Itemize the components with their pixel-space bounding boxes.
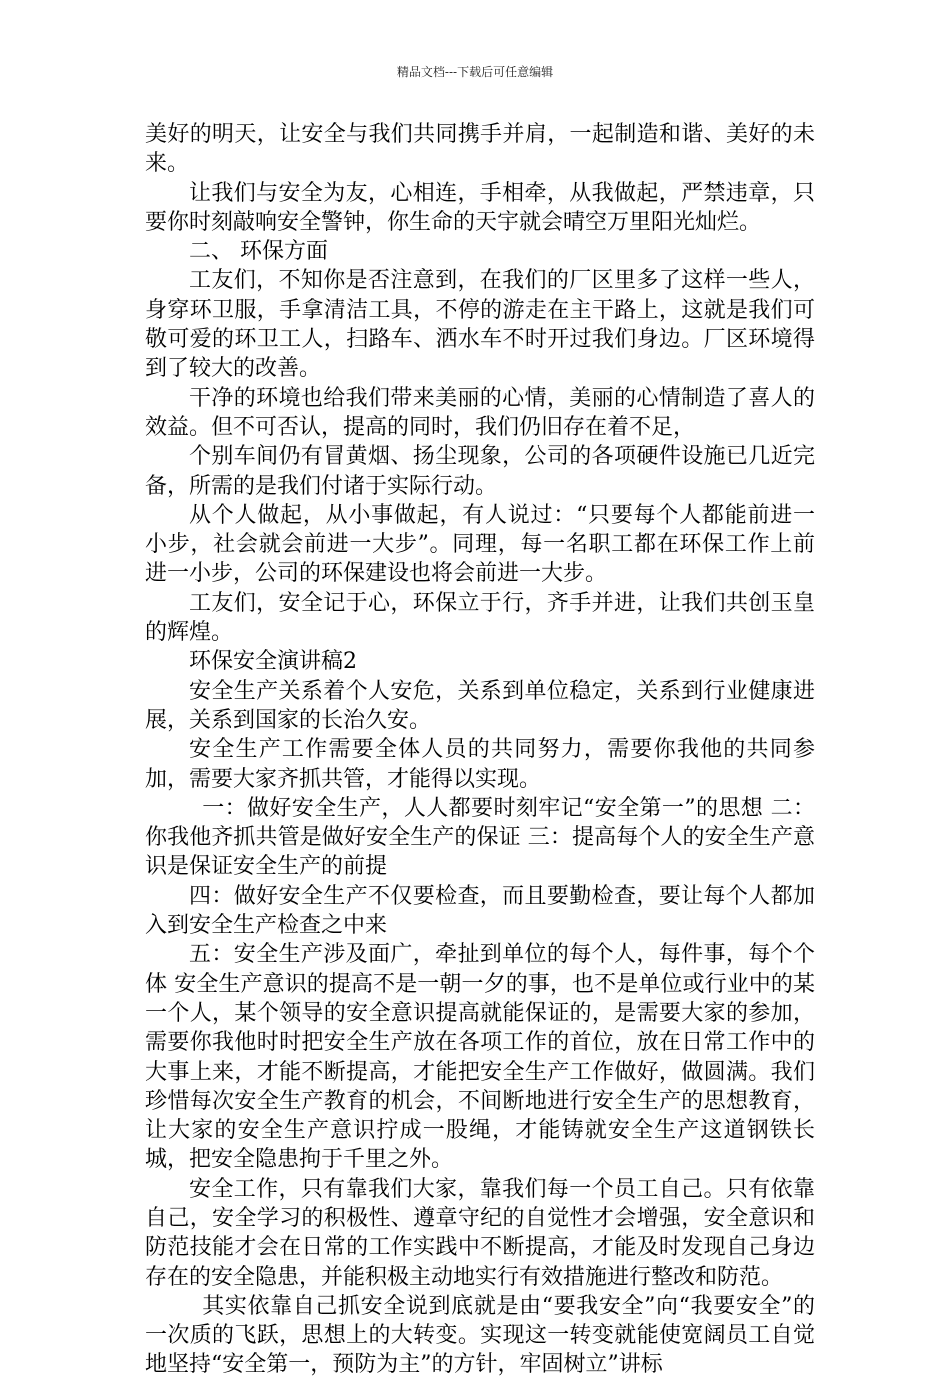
- paragraph: 其实依靠自己抓安全说到底就是由“要我安全”向“我要安全”的一次质的飞跃，思想上的大转变。实现这一转变就能使宽阔员工自觉地坚持“安全第一，预防为主”的方针，牢固树立”讲标: [145, 1293, 815, 1378]
- paragraph: 安全工作，只有靠我们大家，靠我们每一个员工自己。只有依靠自己，安全学习的积极性、遵章守纪的自觉性才会增强，安全意识和防范技能才会在日常的工作实践中不断提高，才能及时发现自己身边存在的安全隐患，并能积极主动地实行有效措施进行整改和防范。: [145, 1176, 815, 1290]
- document-body: [145, 120, 815, 1380]
- paragraph: 干净的环境也给我们带来美丽的心情，美丽的心情制造了喜人的效益。但不可否认，提高的同时，我们仍旧存在着不足，: [145, 385, 815, 440]
- page-header: 精品文档---下载后可任意编辑: [396, 65, 554, 79]
- paragraph: 工友们，安全记于心，环保立于行，齐手并进，让我们共创玉皇的辉煌。: [145, 590, 815, 646]
- paragraph: 个别车间仍有冒黄烟、扬尘现象，公司的各项硬件设施已几近完备，所需的是我们付诸于实际行动。: [145, 444, 815, 499]
- paragraph: 安全生产关系着个人安危，关系到单位稳定，关系到行业健康进展，关系到国家的长治久安。: [145, 678, 815, 733]
- paragraph: 美好的明天，让安全与我们共同携手并肩，一起制造和谐、美好的未来。: [145, 122, 815, 177]
- section-heading: 环保安全演讲稿2: [189, 649, 357, 675]
- paragraph: 四：做好安全生产不仅要检查，而且要勤检查，要让每个人都加入到安全生产检查之中来: [145, 883, 815, 939]
- paragraph: 工友们，不知你是否注意到，在我们的厂区里多了这样一些人，身穿环卫服，手拿清洁工具，不停的游走在主干路上，这就是我们可敬可爱的环卫工人，扫路车、洒水车不时开过我们身边。厂区环境得到了较大的改善。: [145, 268, 815, 382]
- paragraph: 五：安全生产涉及面广，牵扯到单位的每个人，每件事，每个个体 安全生产意识的提高不是一朝一夕的事，也不是单位或行业中的某一个人，某个领导的安全意识提高就能保证的，是需要大家的参加，需要你我他时时把安全生产放在各项工作的首位，放在日常工作中的 大事上来，才能不断提高，才能把安全生产工作做好，做圆满。我们珍惜每次安全生产教育的机会，不间断地进行安全生产的思想教育，让大家的安全生产意识拧成一股绳，才能铸就安全生产这道钢铁长城，把安全隐患拘于千里之外。: [145, 942, 815, 1173]
- paragraph: 一：做好安全生产，人人都要时刻牢记“安全第一”的思想 二：你我他齐抓共管是做好安全生产的保证 三：提高每个人的安全生产意识是保证安全生产的前提: [145, 795, 815, 880]
- paragraph: 从个人做起，从小事做起，有人说过：“只要每个人都能前进一小步，社会就会前进一大步”。同理，每一名职工都在环保工作上前进一小步，公司的环保建设也将会前进一大步。: [145, 502, 815, 587]
- paragraph: 安全生产工作需要全体人员的共同努力，需要你我他的共同参加，需要大家齐抓共管，才能得以实现。: [145, 737, 815, 792]
- section-heading: 二、 环保方面: [189, 239, 328, 265]
- paragraph: 让我们与安全为友，心相连，手相牵，从我做起，严禁违章，只要你时刻敲响安全警钟，你生命的天宇就会晴空万里阳光灿烂。: [145, 180, 815, 235]
